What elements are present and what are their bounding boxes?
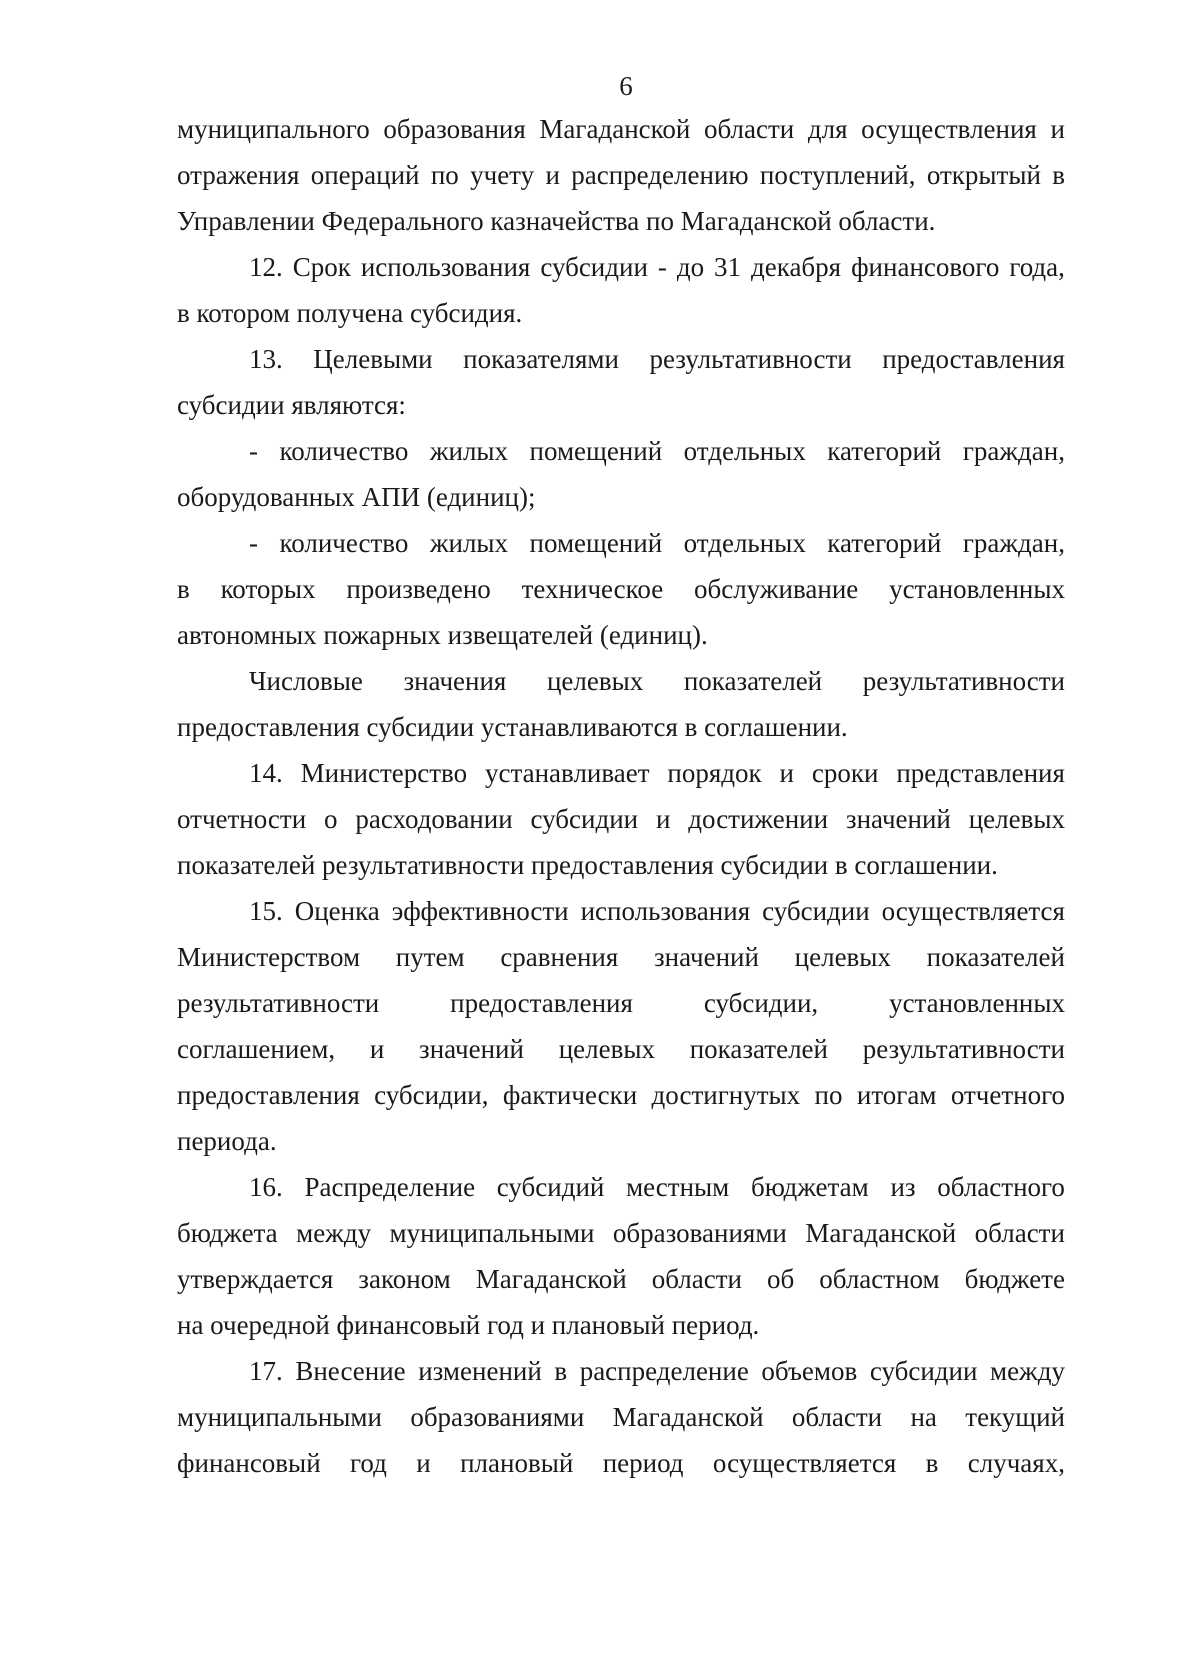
word: достижении [688,804,829,834]
word: 14. [249,758,283,788]
word: муниципального [177,114,370,144]
word: жилых [429,436,509,466]
word: Магаданской [539,114,691,144]
word: результативности [649,344,852,374]
word: об [766,1264,795,1294]
word: местным [626,1172,730,1202]
word: из [890,1172,916,1202]
text-line [177,428,1065,474]
text-line: субсидии являются: [177,390,406,420]
word: объемов [761,1356,858,1386]
word: в [1052,160,1065,190]
word: отражения [177,160,300,190]
word: сравнения [500,942,619,972]
word: эффективности [391,896,569,926]
word: и [369,1034,385,1064]
text-line [177,520,1065,566]
word: Магаданской [612,1402,764,1432]
word: плановый [460,1448,574,1478]
word: муниципальными [177,1402,382,1432]
word: фактически [502,1080,638,1110]
word: отчетности [177,804,307,834]
word: между [296,1218,372,1248]
word: сроки [811,758,879,788]
word: текущий [965,1402,1065,1432]
word: поступлений, [759,160,916,190]
text-line: оборудованных АПИ (единиц); [177,482,536,512]
word: субсидии [540,252,648,282]
word: Распределение [304,1172,476,1202]
word: техническое [521,574,664,604]
word: субсидий [496,1172,605,1202]
text-line [177,796,1065,842]
word: законом [358,1264,451,1294]
word: - [249,436,258,466]
word: бюджета [177,1218,278,1248]
word: предоставления [882,344,1065,374]
word: установленных [889,574,1065,604]
word: 15. [249,896,283,926]
word: и [545,160,560,190]
word: показателями [463,344,619,374]
word: целевых [558,1034,655,1064]
word: в [177,574,190,604]
word: бюджетам [750,1172,869,1202]
word: Магаданской [475,1264,627,1294]
text-line [177,980,1065,1026]
word: области [703,114,795,144]
word: и [1050,114,1065,144]
word: случаях, [967,1448,1065,1478]
word: образованиями [410,1402,585,1432]
word: открытый [926,160,1041,190]
word: жилых [429,528,509,558]
word: декабря [751,252,842,282]
word: муниципальными [389,1218,595,1248]
word: операций [310,160,420,190]
word: - [249,528,258,558]
word: путем [395,942,465,972]
word: образованиями [612,1218,787,1248]
word: предоставления [177,1080,360,1110]
word: осуществления [861,114,1037,144]
word: помещений [529,528,663,558]
word: области [651,1264,742,1294]
word: осуществляется [881,896,1065,926]
word: распределение [579,1356,749,1386]
word: субсидии [762,896,870,926]
word: и [779,758,794,788]
word: Целевыми [313,344,433,374]
text-line [177,244,1065,290]
word: между [989,1356,1065,1386]
word: Министерство [300,758,468,788]
word: о [324,804,338,834]
word: использования [360,252,531,282]
word: значения [403,666,507,696]
text-line [177,1256,1065,1302]
text-line [177,934,1065,980]
word: порядок [667,758,762,788]
text-line: показателей результативности предоставления субсидии в соглашении. [177,850,998,880]
word: 12. [249,252,283,282]
text-line [177,566,1065,612]
word: которых [220,574,316,604]
word: соглашением, [177,1034,336,1064]
word: по [814,1080,843,1110]
word: области [791,1402,883,1432]
word: результативности [862,1034,1065,1064]
word: распределению [571,160,749,190]
word: финансовый [177,1448,321,1478]
word: и [655,804,671,834]
text-line: на очередной финансовый год и плановый период. [177,1310,760,1340]
word: изменений [418,1356,542,1386]
word: установленных [889,988,1065,1018]
word: количество [279,528,409,558]
text-line: в котором получена субсидия. [177,298,523,328]
word: категорий [827,436,942,466]
word: целевых [546,666,644,696]
word: 16. [249,1172,283,1202]
word: значений [845,804,951,834]
document-body [177,106,1065,1486]
word: количество [279,436,409,466]
word: субсидии, [703,988,819,1018]
text-line [177,1394,1065,1440]
word: результативности [177,988,380,1018]
word: Внесение [295,1356,406,1386]
word: бюджете [964,1264,1065,1294]
word: области [974,1218,1065,1248]
word: представления [896,758,1065,788]
word: Министерством [177,942,361,972]
word: - [657,252,667,282]
word: Магаданской [805,1218,957,1248]
word: значений [419,1034,524,1064]
word: в [925,1448,939,1478]
text-line [177,1440,1065,1486]
word: для [807,114,848,144]
text-line [177,106,1065,152]
word: граждан, [962,436,1065,466]
word: учету [470,160,535,190]
word: областного [937,1172,1065,1202]
word: целевых [794,942,891,972]
word: достигнутых [651,1080,801,1110]
text-line [177,1210,1065,1256]
text-line: периода. [177,1126,277,1156]
word: граждан, [962,528,1065,558]
word: Срок [292,252,351,282]
word: субсидии [869,1356,978,1386]
word: категорий [827,528,942,558]
word: период [602,1448,684,1478]
word: 13. [249,344,283,374]
word: утверждается [177,1264,334,1294]
text-line: предоставления субсидии устанавливаются в соглашении. [177,712,848,742]
word: 17. [249,1356,283,1386]
word: в [554,1356,568,1386]
word: помещений [529,436,663,466]
word: областном [819,1264,940,1294]
word: показателей [683,666,823,696]
text-line [177,750,1065,796]
word: на [910,1402,937,1432]
word: образования [383,114,526,144]
word: осуществляется [712,1448,897,1478]
word: субсидии [530,804,639,834]
text-line [177,152,1065,198]
text-line [177,336,1065,382]
word: обслуживание [694,574,859,604]
word: финансового [851,252,1000,282]
word: целевых [968,804,1065,834]
word: показателей [926,942,1065,972]
word: итогам [856,1080,937,1110]
word: до [676,252,705,282]
text-line [177,1026,1065,1072]
word: расходовании [355,804,513,834]
page-number: 6 [619,71,633,101]
word: предоставления [450,988,633,1018]
word: отдельных [683,436,806,466]
text-line [177,1348,1065,1394]
text-line: Управлении Федерального казначейства по Магаданской области. [177,206,936,236]
word: 31 [714,252,742,282]
word: года, [1009,252,1065,282]
word: по [430,160,459,190]
word: результативности [862,666,1065,696]
word: и [416,1448,431,1478]
text-line [177,1164,1065,1210]
word: устанавливает [485,758,650,788]
word: показателей [689,1034,828,1064]
word: субсидии, [374,1080,489,1110]
word: год [350,1448,387,1478]
text-line [177,1072,1065,1118]
text-line [177,888,1065,934]
word: произведено [346,574,491,604]
word: Оценка [294,896,380,926]
word: значений [654,942,759,972]
word: отдельных [683,528,806,558]
word: Числовые [249,666,363,696]
word: отчетного [950,1080,1065,1110]
text-line: автономных пожарных извещателей (единиц). [177,620,708,650]
word: использования [580,896,751,926]
text-line [177,658,1065,704]
